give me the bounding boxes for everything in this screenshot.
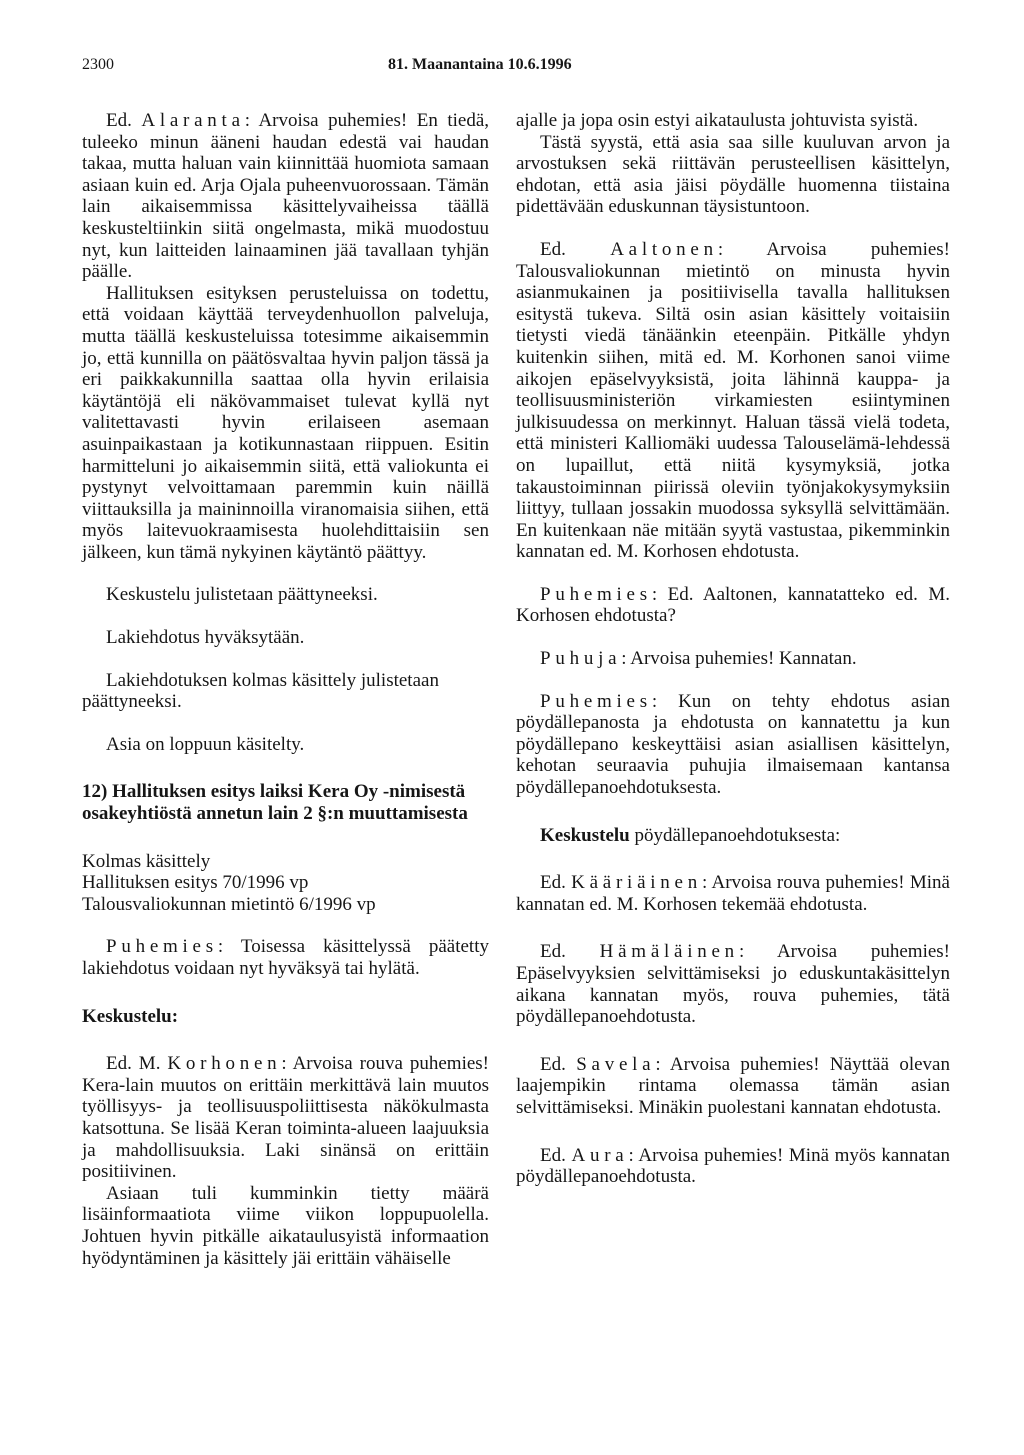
page-number: 2300: [82, 56, 114, 73]
speech-savela: [516, 1054, 950, 1119]
speaker-name: Hämäläinen: [599, 941, 739, 963]
speech-text: : Kun on tehty ehdotus asian pöydällepanosta ja ehdotusta on kannatettu ja kun pöydällepano keskeyttäisi asian asiallisen käsittelyn, kehotan seuraavia puhujia ilmaisemaan kantansa pöydällepanoehdotuksesta.: [516, 690, 950, 799]
speech-text: : Arvoisa puhemies! Talousvaliokunnan mietintö on minusta hyvin asianmukainen ja positiivisella tavalla hallituksen esitystä tukeva. Siltä osin asian käsittely voitaisiin tietysti viedä tänäänkin eteenpäin. Pitkälle yhdyn kuitenkin siihen, mitä ed. M. Korhonen sanoi viime aikojen epäselvyyksistä, joita lähinnä kauppa- ja teollisuusministeriön virkamiesten esiintyminen julkisuudessa on merkinnyt. Haluan tässä vielä todeta, että ministeri Kalliomäki uudessa Talouselämä-lehdessä on lupaillut, että niitä kysymyksiä, jotka takaustoiminnan piirissä oleviin työnjakokysymyksiin liittyy, tullaan jossakin muodossa syksyllä selvittämään. En kuitenkaan näe mitään syytä vastustaa, pikemminkin kannatan ed. M. Korhosen ehdotusta.: [516, 238, 951, 563]
statement-discussion-closed: Keskustelu julistetaan päättyneeksi.: [106, 584, 378, 606]
speech-aaltonen: [516, 239, 950, 563]
speech-text: : Arvoisa puhemies! Kannatan.: [621, 648, 857, 670]
discussion-label-bold: Keskustelu: [540, 824, 630, 846]
speech-puhemies: [82, 936, 489, 979]
speaker-prefix: Ed.: [540, 1144, 566, 1166]
speech-text: : Arvoisa puhemies! Epäselvyyksien selvittämiseksi jo eduskuntakäsittelyn aikana kannatan myös, rouva puhemies, tätä pöydällepanoehdotusta.: [516, 941, 951, 1028]
session-title: 81. Maanantaina 10.6.1996: [388, 56, 572, 73]
speech-text: : Arvoisa rouva puhemies! Kera-lain muutos on erittäin merkittävä lain muutos työllisyys- ja teollisuuspoliittisesta näkökulmasta katsottuna. Se lisää Keran toiminta-alueen laajuuksia ja mahdollisuuksia. Laki sinänsä on erittäin positiivinen.: [82, 1053, 490, 1183]
speech-korhonen: [82, 1053, 489, 1183]
speaker-name: Aura: [571, 1144, 629, 1166]
statement-bill-approved: Lakiehdotus hyväksytään.: [106, 627, 305, 649]
speech-text: : Arvoisa puhemies! Minä myös kannatan pöydällepanoehdotusta.: [516, 1144, 951, 1188]
agenda-item-heading: 12) Hallituksen esitys laiksi Kera Oy -nimisestä osakeyhtiöstä annetun lain 2 §:n muuttamisesta: [82, 781, 468, 825]
speech-continuation: Asiaan tuli kumminkin tietty määrä lisäinformaatiota viime viikon loppupuolella. Johtuen hyvin pitkälle aikataulusyistä informaation hyödyntäminen ja käsittely jäi erittäin vähäiselle: [82, 1182, 489, 1269]
speaker-name: Korhonen: [167, 1053, 282, 1075]
speaker-name: Puhemies: [106, 936, 218, 958]
item-info-line: Kolmas käsittely: [82, 850, 211, 872]
item-info-line: Talousvaliokunnan mietintö 6/1996 vp: [82, 893, 376, 915]
item-info: [82, 851, 489, 916]
speech-text: : Ed. Aaltonen, kannatatteko ed. M. Korhosen ehdotusta?: [516, 583, 950, 627]
speaker-prefix: Ed.: [540, 238, 566, 260]
speaker-name: Puhemies: [540, 583, 652, 605]
speech-hamalainen: [516, 941, 950, 1027]
left-column: [82, 110, 489, 1269]
speaker-prefix: Ed.: [540, 941, 566, 963]
speaker-prefix: Ed.: [106, 110, 132, 131]
speaker-name: Aaltonen: [610, 238, 718, 260]
speech-alaranta: [82, 110, 489, 283]
item-info-line: Hallituksen esitys 70/1996 vp: [82, 872, 309, 894]
speech-kaariainen: [516, 872, 950, 915]
speaker-prefix: Ed.: [540, 872, 566, 894]
speech-puhemies: [516, 584, 950, 627]
discussion-label-text: pöydällepanoehdotuksesta:: [629, 824, 841, 846]
right-column: [516, 110, 950, 1188]
speech-continuation: ajalle ja jopa osin estyi aikataulusta johtuvista syistä.: [516, 110, 919, 131]
speech-text: : Toisessa käsittelyssä päätetty lakiehdotus voidaan nyt hyväksyä tai hylätä.: [82, 936, 489, 979]
speech-puhemies: [516, 691, 950, 799]
speaker-name: Kääriäinen: [571, 872, 702, 894]
discussion-label: [516, 825, 950, 847]
speech-puhuja: [516, 648, 950, 670]
speech-text: : Arvoisa puhemies! En tiedä, tuleeko minun ääneni haudan edestä vai haudan takaa, mutta haluan vain kiinnittää huomiota samaan asiaan kuin ed. Arja Ojala puheenvuorossaan. Tämän lain aikaisemmissa käsittelyvaiheissa täällä keskusteltiinkin siitä ongelmasta, mikä muodostuu nyt, kun laitteiden lainaaminen jää tavallaan tyhjän päälle.: [82, 110, 489, 283]
speaker-name: Puhemies: [540, 690, 652, 712]
speech-aura: [516, 1145, 950, 1188]
speaker-prefix: Ed.: [540, 1053, 566, 1075]
discussion-label: Keskustelu:: [82, 1005, 179, 1027]
speech-text: : Arvoisa rouva puhemies! Minä kannatan ed. M. Korhosen tekemää ehdotusta.: [516, 872, 950, 915]
speech-continuation: Hallituksen esityksen perusteluissa on todettu, että voidaan käyttää terveydenhuollon palveluja, mutta täällä keskusteluissa totesimme aikaisemmin jo, että kunnilla on päätösvaltaa hyvin paljon tässä ja eri paikkakunnilla saattaa olla hyvin erilaisia käytäntöjä eli näkövammaiset tulevat kyllä nyt valitettavasti hyvin erilaiseen asemaan asuinpaikastaan ja kotikunnastaan riippuen. Esitin harmitteluni jo aikaisemmin siitä, että valiokunta ei pystynyt velvoittamaan paremmin kuin näillä viittauksilla ja maininnoilla viranomaisia siihen, että myös laitevuokraamisesta huolehdittaisiin sen jälkeen, kun tämä nykyinen käytäntö päättyy.: [82, 282, 489, 563]
speaker-prefix: Ed. M.: [106, 1053, 161, 1075]
page-header: [82, 54, 952, 78]
speaker-name: Savela: [576, 1053, 656, 1075]
speech-text: : Arvoisa puhemies! Näyttää olevan laajempikin rintama olemassa tämän asian selvittämiseksi. Minäkin puolestani kannatan ehdotusta.: [516, 1053, 950, 1118]
statement-third-reading-closed: Lakiehdotuksen kolmas käsittely julistetaan päättyneeksi.: [82, 669, 439, 713]
speech-continuation: Tästä syystä, että asia saa sille kuuluvan arvon ja arvostuksen sekä riittävän perusteellisen käsittelyn, ehdotan, että asia jäisi pöydälle huomenna tiistaina pidettävään eduskunnan täysistuntoon.: [516, 131, 950, 218]
speaker-name: Alaranta: [141, 110, 245, 131]
statement-item-handled: Asia on loppuun käsitelty.: [106, 733, 305, 755]
speaker-name: Puhuja: [540, 648, 622, 670]
